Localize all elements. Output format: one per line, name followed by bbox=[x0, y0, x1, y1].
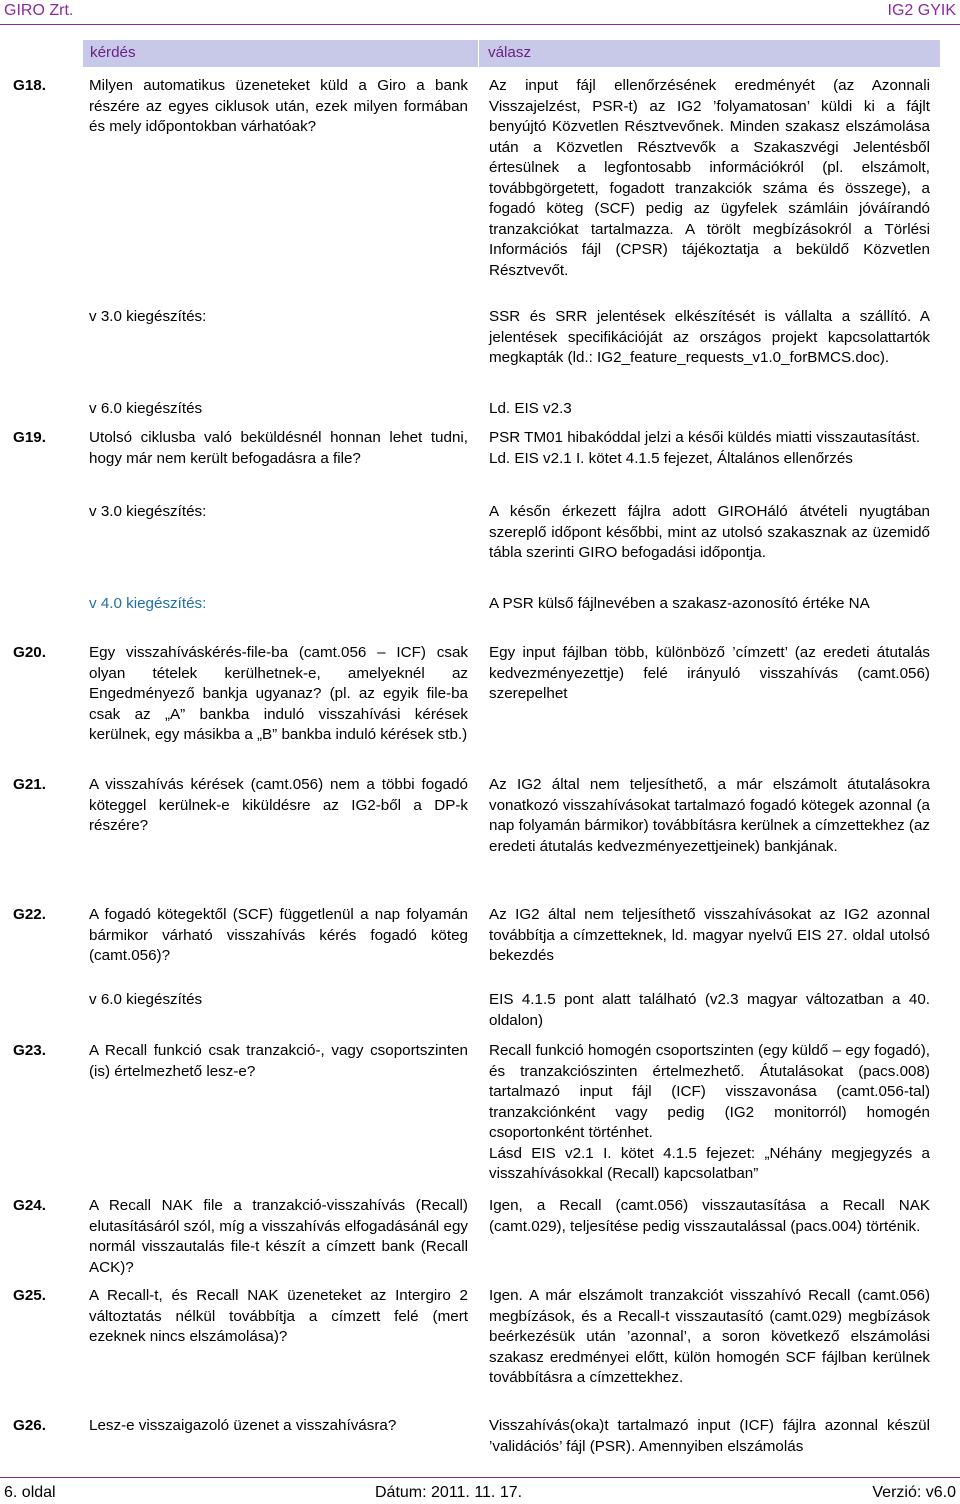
question-number: G21. bbox=[13, 776, 46, 793]
document-title: IG2 GYIK bbox=[887, 2, 956, 19]
question-text: Milyen automatikus üzeneteket küld a Giro a bank részére az egyes ciklusok után, ezek milyen formában és mely időpontokban várhatóak? bbox=[89, 77, 468, 135]
supplement-text: A PSR külső fájlnevében a szakasz-azonosító értéke NA bbox=[489, 595, 870, 612]
question-number: G22. bbox=[13, 906, 46, 923]
question-column-header: kérdés bbox=[90, 44, 136, 61]
supplement-label: v 6.0 kiegészítés bbox=[89, 991, 203, 1008]
answer-reference: Ld. EIS v2.1 I. kötet 4.1.5 fejezet, Általános ellenőrzés bbox=[489, 449, 853, 467]
supplement-text: Ld. EIS v2.3 bbox=[489, 400, 572, 417]
page-footer bbox=[0, 1477, 960, 1503]
question-text: Egy visszahíváskérés-file-ba (camt.056 – ICF) csak olyan tételek kerülhetnek-e, amelyeknél az Engedményező bankja ugyanaz? (pl. az egyik file-ba csak az „A” bankba induló visszahívási kérések kerülnek, egy másikba a „B” bankba induló kérések stb.) bbox=[89, 644, 468, 743]
answer-text: Igen. A már elszámolt tranzakciót visszahívó Recall (camt.056) megbízások, és a Recall-t visszautasító (camt.029) megbízások beérkezésük után ’azonnal’, a soron következő elszámolási szakasz eredményei előtt, külön homogén SCF fájlban kerülnek továbbításra a címzettekhez. bbox=[489, 1287, 930, 1386]
question-number: G24. bbox=[13, 1197, 46, 1214]
page-header bbox=[0, 0, 960, 26]
company-name: GIRO Zrt. bbox=[4, 2, 74, 19]
document-version: Verzió: v6.0 bbox=[872, 1484, 956, 1501]
document-date: Dátum: 2011. 11. 17. bbox=[375, 1484, 523, 1501]
question-text: A visszahívás kérések (camt.056) nem a többi fogadó köteggel kerülnek-e kiküldésre az IG2-ből a DP-k részére? bbox=[89, 776, 468, 834]
question-text: A Recall funkció csak tranzakció-, vagy csoportszinten (is) értelmezhető lesz-e? bbox=[89, 1042, 468, 1080]
column-separator bbox=[478, 40, 479, 67]
answer-text: Visszahívás(oka)t tartalmazó input (ICF) fájlra azonnal készül ’validációs’ fájl (PSR). Amennyiben elszámolás bbox=[489, 1417, 930, 1455]
question-text: Lesz-e visszaigazoló üzenet a visszahívásra? bbox=[89, 1417, 397, 1434]
answer-column-header: válasz bbox=[488, 44, 532, 61]
answer-paragraph: Recall funkció homogén csoportszinten (egy küldő – egy fogadó), és tranzakciószinten értelmezhető. Átutalásokat (pacs.008) tartalmazó input fájl (ICF) visszavonása (camt.056-tal) tranzakciónként vagy pedig (IG2 monitorról) homogén csoportonként történhet. bbox=[489, 1042, 930, 1141]
question-number: G26. bbox=[13, 1417, 46, 1434]
supplement-text: EIS 4.1.5 pont alatt található (v2.3 magyar változatban a 40. oldalon) bbox=[489, 991, 930, 1029]
supplement-label: v 3.0 kiegészítés: bbox=[89, 308, 207, 325]
answer-text: Az IG2 által nem teljesíthető visszahívásokat az IG2 azonnal továbbítja a címzetteknek, ld. magyar nyelvű EIS 27. oldal utolsó bekezdés bbox=[489, 906, 930, 964]
supplement-label: v 4.0 kiegészítés: bbox=[89, 595, 207, 612]
header-divider bbox=[0, 24, 960, 25]
supplement-text: SSR és SRR jelentések elkészítését is vállalta a szállító. A jelentések specifikációját az országos projekt kapcsolattartók megkapták (ld.: IG2_feature_requests_v1.0_forBMCS.doc). bbox=[489, 308, 930, 366]
question-number: G18. bbox=[13, 77, 46, 94]
question-text: A Recall NAK file a tranzakció-visszahívás (Recall) elutasításáról szól, míg a visszahívás elfogadásánál egy normál visszautalás file-t készít a címzett bank (Recall ACK)? bbox=[89, 1197, 468, 1276]
answer-text: Az IG2 által nem teljesíthető, a már elszámolt átutalásokra vonatkozó visszahívásokat tartalmazó fogadó kötegek azonnal (a nap folyamán bármikor) továbbításra kerülnek a címzettekhez (az eredeti átutalás kedvezményezettjeinek) bankjának. bbox=[489, 776, 930, 855]
answer-text: Egy input fájlban több, különböző ’címzett’ (az eredeti átutalás kedvezményezettje) felé irányuló visszahívás (camt.056) szerepelhet bbox=[489, 644, 930, 702]
page-number: 6. oldal bbox=[4, 1484, 56, 1501]
question-text: A Recall-t, és Recall NAK üzeneteket az Intergiro 2 változtatás nélkül továbbítja a címzett felé (mert ezeknek nincs elszámolása)? bbox=[89, 1287, 468, 1345]
question-number: G25. bbox=[13, 1287, 46, 1304]
answer-reference: Lásd EIS v2.1 I. kötet 4.1.5 fejezet: „Néhány megjegyzés a visszahívásokkal (Recall) kapcsolatban” bbox=[489, 1144, 930, 1182]
answer-paragraph: PSR TM01 hibakóddal jelzi a késői küldés miatti visszautasítást. bbox=[489, 429, 921, 446]
question-text: A fogadó kötegektől (SCF) függetlenül a nap folyamán bármikor várható visszahívás kérés fogadó köteg (camt.056)? bbox=[89, 906, 468, 964]
table-header bbox=[83, 40, 940, 67]
footer-divider bbox=[0, 1477, 960, 1478]
supplement-text: A későn érkezett fájlra adott GIROHáló átvételi nyugtában szereplő időpont későbbi, mint az utolsó szakasznak az üzemidő tábla szerinti GIRO befogadási időpontja. bbox=[489, 503, 930, 561]
supplement-label: v 6.0 kiegészítés bbox=[89, 400, 203, 417]
answer-text: Az input fájl ellenőrzésének eredményét (az Azonnali Visszajelzést, PSR-t) az IG2 ’folyamatosan’ küldi ki a fájlt benyújtó Közvetlen Résztvevőnek. Minden szakasz elszámolása után a Közvetlen Résztvevők a Szakaszvégi Jelentésből értesülnek a legfontosabb információkról (pl. elszámolt, továbbgörgetett, fogadott tranzakciók száma és összege), a fogadó köteg (SCF) pedig az ügyfelek számláin jóváírandó tranzakciókat tartalmazza. A törölt megbízásokról a Törlési Információs fájl (CPSR) tájékoztatja a beküldő Közvetlen Résztvevőt. bbox=[489, 77, 930, 279]
question-text: Utolsó ciklusba való beküldésnél honnan lehet tudni, hogy már nem került befogadásra a file? bbox=[89, 429, 468, 467]
question-number: G23. bbox=[13, 1042, 46, 1059]
question-number: G19. bbox=[13, 429, 46, 446]
answer-text: Igen, a Recall (camt.056) visszautasítása a Recall NAK (camt.029), teljesítése pedig visszautalással (pacs.004) történik. bbox=[489, 1197, 930, 1235]
answer-text bbox=[489, 1041, 930, 1185]
question-number: G20. bbox=[13, 644, 46, 661]
answer-text bbox=[489, 428, 930, 469]
supplement-label: v 3.0 kiegészítés: bbox=[89, 503, 207, 520]
